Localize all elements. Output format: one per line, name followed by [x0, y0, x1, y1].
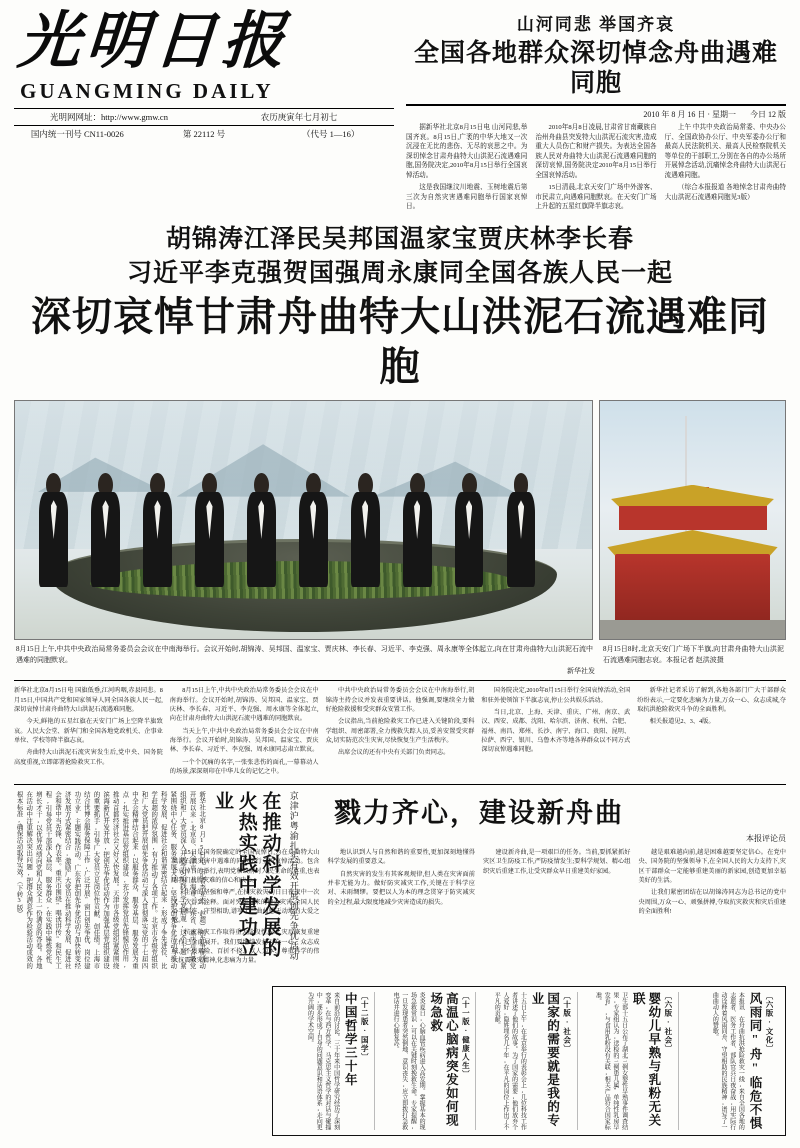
caption-main-credit: 新华社发	[567, 667, 595, 676]
top-headline-main: 全国各地群众深切悼念舟曲遇难同胞	[413, 40, 778, 97]
page-count: 今日 12 版	[750, 110, 786, 119]
editorial-para: 越是艰难越向前,越是困难越要坚定信心。在党中央、国务院的坚强领导下,在全国人民的大力支持下,灾区干部群众一定能够重建美丽的新家园,创造更加幸福美好的生活。	[638, 849, 786, 884]
index-item-kicker: 〔六版·社会〕	[663, 992, 673, 1053]
index-item-summary: 炎炎夏日,心脑血管疾病进入高发期。掌握基本的现场急救常识,可以在关键时刻挽救生命。专家提醒,一旦发现患者突然倒地、意识丧失,应立即拨打急救电话并进行心肺复苏。	[392, 992, 425, 1130]
editorial-para: 地认识到人与自然和谐的重要性,更加深刻地懂得科学发展的重要意义。	[327, 849, 475, 866]
index-item-title[interactable]: 婴幼儿早熟与乳粉无关联	[631, 992, 661, 1127]
top-brief-columns	[406, 123, 786, 215]
index-item[interactable]	[279, 992, 375, 1130]
editorial-column-4	[639, 848, 787, 969]
caption-main-wrap	[14, 640, 595, 676]
index-item-kicker: 〔十版·社会〕	[562, 992, 572, 1053]
editorial-para: 15日是国务院确定的全国哀悼日,为在舟曲特大山洪泥石流灾害中遇难的同胞举行全国哀悼活动。包含个哀悼日的举行,表明党和政府对人民生命的尊重,也表明我们战胜灾难的信心和决心。	[172, 849, 320, 884]
body-para: 中共中央政治局常务委员会会议在中南海举行,胡锦涛主持会议并发表重要讲话。他强调,要继续全力做好抢险救援和受灾群众安置工作。	[325, 687, 475, 714]
editorial-columns	[172, 848, 786, 969]
brief-column-1	[406, 123, 527, 215]
body-lead: 新华社北京8月15日电 国旗低垂,江河呜咽,赤县同悲。8月15日,中国共产党和国家领导人同全国各族人民一起,深切哀悼甘肃舟曲特大山洪泥石流遇难同胞。	[14, 687, 163, 714]
photo-row	[0, 394, 800, 640]
photo-tiananmen-halfmast	[599, 400, 786, 640]
brief-column-2	[535, 123, 656, 215]
left-article-kicker: 京津沪粤渝扎实有效开展创先争优活动	[288, 791, 299, 962]
brief-para: （综合本报报道 各地悼念甘肃舟曲特大山洪泥石流遇难同胞见3版）	[664, 184, 786, 201]
masthead-rule-top	[14, 108, 394, 126]
index-item-title[interactable]: 高温心脑病突发如何现场急救	[428, 992, 459, 1127]
lunar-date: 农历庚寅年七月初七	[260, 112, 338, 123]
body-column-1	[14, 686, 163, 779]
editorial-para: 让我们紧密团结在以胡锦涛同志为总书记的党中央周围,万众一心、顽强拼搏,夺取抗灾救灾和灾后重建的全面胜利!	[638, 889, 786, 915]
index-item-summary: 本报讯 在舟曲抗洪抢险救灾一线,来自全国各地的志愿者、医务工作者、部队官兵日夜奋战,用实际行动诠释着风雨同舟、守望相助的民族精神,谱写了一曲曲动人的赞歌。	[711, 992, 744, 1130]
brief-column-3	[665, 123, 786, 215]
brief-para: 15日清晨,北京天安门广场中外游客、市民肃立,向遇难同胞默哀。在天安门广场上升起的五星红旗降半旗志哀。	[535, 184, 657, 211]
body-para: 今天,鲜艳的五星红旗在天安门广场上空降半旗致哀。人民大会堂、新华门和全国各地党政机关、企事业单位、学校等降半旗志哀。	[14, 718, 163, 744]
main-headline-line3: 深切哀悼甘肃舟曲特大山洪泥石流遇难同胞	[31, 294, 769, 390]
photo-meeting-mourning	[14, 400, 593, 640]
index-item-title[interactable]: 中国哲学三十年	[343, 992, 358, 1087]
editorial-para: 抗灾救灾工作取得重大阶段性成果,灾后恢复重建工作已全面展开。我们要继续发扬万众一心、众志成城、不畏艰险、百折不挠、以人为本、尊重科学的伟大抗震救灾精神,化悲痛为力量。	[172, 929, 320, 965]
body-para: 当天上午,中共中央政治局常务委员会会议在中南海举行。会议开始时,胡锦涛、吴邦国、温家宝、贾庆林、李长春、习近平、李克强、周永康同志肃立默哀。	[169, 727, 319, 754]
body-para: 8月15日上午,中共中央政治局常务委员会会议在中南海举行。会议开始时,胡锦涛、吴邦国、温家宝、贾庆林、李长春、习近平、李克强、周永康等全体起立,向在甘肃舟曲特大山洪泥石流中遇难的同胞默哀。	[169, 687, 319, 723]
index-item-summary: 来自前沿的讨论。三十年来中国哲学研究经历了深刻变革,在与西方哲学、马克思主义哲学的对话与碰撞中,逐步形成了自身的问题意识和话语体系,走向更为开阔的学术空间。	[306, 992, 339, 1130]
editorial-column-2	[328, 848, 476, 969]
index-item-title[interactable]: 风雨同"舟"临危不惧	[748, 992, 763, 1130]
top-headline-kicker: 山河同悲 举国齐哀	[516, 15, 676, 34]
body-column-4	[481, 686, 630, 779]
headline-divider	[406, 104, 786, 106]
index-item[interactable]	[481, 992, 577, 1130]
body-para: 出席会议的还有中央有关部门负责同志。	[337, 749, 450, 757]
editorial-block	[172, 791, 786, 969]
newspaper-logo-en: GUANGMING DAILY	[20, 79, 274, 104]
masthead-left	[14, 10, 394, 215]
index-item-summary: 十五日上午,在北京举行的表彰会上,几位科技工作者讲述了他们的故事。为了国家的需要,他们放弃个人爱好,隐姓埋名几十年,在平凡的岗位上作出了不平凡的贡献。	[493, 992, 526, 1130]
editorial-title: 戮力齐心，建设新舟曲	[334, 798, 624, 829]
brief-para: 2010年8月8日凌晨,甘肃省甘南藏族自治州舟曲县突发特大山洪泥石流灾害,造成重大人员伤亡和财产损失。为表达全国各族人民对舟曲特大山洪泥石流遇难同胞的深切哀悼,国务院决定2010年8月15日举行全国哀悼活动。	[535, 124, 657, 179]
index-item-kicker: 〔六版·文化〕	[765, 992, 775, 1053]
body-column-3	[326, 686, 475, 779]
main-headline-block	[0, 215, 800, 395]
website-label[interactable]: 光明网网址：http://www.gmw.cn	[50, 112, 168, 123]
issue-code-1: 国内统一刊号 CN11-0026	[30, 129, 124, 140]
editorial-para: 建设新舟曲,是一项艰巨的任务。当前,要抓紧抓好灾区卫生防疫工作,严防疫情发生;要科学规划、精心组织灾后重建工作,让受灾群众早日重建美好家园。	[483, 849, 631, 875]
editorial-column-1	[172, 848, 320, 969]
caption-side-wrap	[601, 640, 786, 676]
index-item[interactable]	[380, 992, 476, 1130]
left-article-body: 新华社北京8月15日电（记者李亚杰、赵超）创先争优活动开展以来,北京市、天津市、上海市、广东省、重庆市各级党组织和广大党员深入开展学习实践科学发展观,这个主题,紧紧围绕中心任务、服务发展大局,坚持把创先争优活动与推动科学发展、促进社会和谐紧密结合起来,形成了争先进位、比学赶超的浓厚氛围,有力推动了各项工作。北京市各级党组织和广大党员把开展创先争优活动与深入贯彻落实党的十七届四中全会精神结合起来,以服务群众、服务基层、服务发展为重点,扎实推进基层党组织建设,充分发挥党员先锋模范作用,推动首都经济社会又好又快发展。天津市各级党组织紧紧围绕滨海新区开发开放,把创先争优活动作为加强基层党组织建设的重要抓手,引导广大党员立足岗位作贡献、创佳绩。上海市结合世博会服务保障工作,广泛开展"窗口创先争优、岗位建功立业"主题实践活动。广东省把创先争优活动与加快转变经济发展方式紧密结合,激励广大党员在推动科学发展、促进社会和谐中当先锋、作表率。重庆市围绕"唱读讲传"和民生工程,引导党员干部深入基层、服务群众,在实践中锤炼党性、增长才干,以优异成绩向党和人民交上一份满意的答卷。各地在活动中注重解决突出问题,把群众满意作为检验活动成效的根本标准,确保活动取得实效。（下转3版）	[15, 791, 206, 969]
officials-row	[15, 473, 592, 587]
main-headline-line1: 胡锦涛江泽民吴邦国温家宝贾庆林李长春	[165, 225, 634, 253]
brief-para: 据新华社北京8月15日电 山河同悲,举国齐哀。8月15日,广袤的中华大地又一次沉浸在无比的悲伤、无尽的哀思之中。为深切悼念甘肃舟曲特大山洪泥石流遇难同胞,国务院决定,2010年8月15日举行全国哀悼活动。	[406, 124, 528, 179]
gate-tier-upper	[619, 506, 767, 530]
issue-code-2: 第 22112 号	[182, 129, 226, 140]
lower-section	[0, 785, 800, 969]
editorial-para: 生命的坚强和尊严,在抗灾救灾的日日夜夜中一次又一次得到诠释。面对突如其来的特大灾害,全国人民心手相连、守望相助,谱写了一曲曲感天动地的大爱之歌。	[172, 889, 320, 925]
left-article-title: 在推动科学发展的火热实践中建功立业	[211, 791, 281, 960]
main-article-body	[0, 681, 800, 779]
publication-date: 2010 年 8 月 16 日 · 星期一	[643, 110, 736, 119]
editorial-para: 自然灾害的发生有其客观规律,但人类在灾害面前并非无能为力。做好防灾减灾工作,关键在于科学应对、未雨绸缪。要把以人为本的理念贯穿于防灾减灾的全过程,最大限度地减少灾害造成的损失。	[327, 870, 475, 906]
index-item-summary: 卫生部十五日公布了湖北三例女婴性早熟事件调查结果,专家组认为,送检的三例患儿属"单纯性乳房早发育",与食用乳粉没有关联,相关产品符合国家标准。	[594, 992, 627, 1130]
editorial-byline: 本报评论员	[746, 834, 786, 844]
tiananmen-gate	[615, 554, 770, 625]
brief-para: 上午 中共中央政治局常委、中央办公厅、全国政协办公厅、中央军委办公厅和最高人民法院机关、最高人民检察院机关等单位的干部职工,分别在各自的办公场所开展悼念活动,沉痛悼念舟曲特大山洪泥石流遇难同胞。	[664, 124, 786, 179]
caption-row	[0, 640, 800, 676]
body-para: 当日,北京、上海、天津、重庆、广州、南京、武汉、西安、成都、沈阳、哈尔滨、济南、杭州、合肥、福州、南昌、郑州、长沙、南宁、海口、贵阳、昆明、拉萨、西宁、银川、乌鲁木齐等地各界群众以不同方式深切哀悼遇难同胞。	[481, 709, 631, 754]
inside-index-box	[272, 986, 786, 1136]
plaza-ground	[600, 620, 785, 639]
body-column-2	[170, 686, 319, 779]
editorial-column-3	[483, 848, 631, 969]
brief-para: 这是我国继汶川地震、玉树地震后第三次为自然灾害遇难同胞举行国家哀悼日。	[406, 184, 528, 211]
masthead-rule-bottom	[14, 126, 394, 140]
newspaper-logo-cn: 光明日报	[15, 8, 293, 76]
main-headline-line2: 习近平李克强贺国强周永康同全国各族人民一起	[126, 259, 673, 287]
body-para: 会议指出,当前抢险救灾工作已进入关键阶段,要科学组织、周密部署,全力搜救失踪人员,妥善安置受灾群众,切实防范次生灾害,尽快恢复生产生活秩序。	[325, 718, 475, 744]
index-item[interactable]	[583, 992, 679, 1130]
caption-main: 8月15日上午,中共中央政治局常务委员会会议在中南海举行。会议开始时,胡锦涛、吴邦国、温家宝、贾庆林、李长春、习近平、李克强、周永康等全体起立,向在甘肃舟曲特大山洪泥石流中遇难的同胞默哀。	[16, 645, 593, 664]
body-para: 国务院决定,2010年8月15日举行全国哀悼活动,全国和驻外使领馆下半旗志哀,停止公共娱乐活动。	[481, 687, 631, 704]
index-item-title[interactable]: 国家的需要就是我的专业	[529, 992, 560, 1127]
body-para: 一个个沉痛的名字,一张张悲伤的面孔,一幕幕动人的场景,深深刻印在中华儿女的记忆之中。	[169, 758, 319, 775]
caption-side: 8月15日8时,北京天安门广场下半旗,向甘肃舟曲特大山洪泥石流遇难同胞志哀。本报记者 赵洪波摄	[603, 645, 784, 664]
index-item[interactable]	[684, 992, 779, 1130]
body-para: 新华社记者采访了解到,各地各部门广大干部群众纷纷表示,一定要化悲痛为力量,万众一心、众志成城,夺取抗洪抢险救灾斗争的全面胜利。	[637, 687, 786, 714]
index-item-kicker: 〔十二版·国学〕	[360, 992, 370, 1062]
masthead	[0, 0, 800, 215]
index-item-kicker: 〔十一版·健康人生〕	[461, 992, 471, 1079]
body-para: 舟曲特大山洪泥石流灾害发生后,党中央、国务院高度重视,立即部署抢险救灾工作。	[14, 749, 163, 766]
body-para: 相关报道见2、3、4版。	[649, 718, 715, 726]
body-column-5	[637, 686, 786, 779]
masthead-right	[394, 10, 786, 215]
issue-code-3: （代号 1—16）	[301, 129, 360, 140]
